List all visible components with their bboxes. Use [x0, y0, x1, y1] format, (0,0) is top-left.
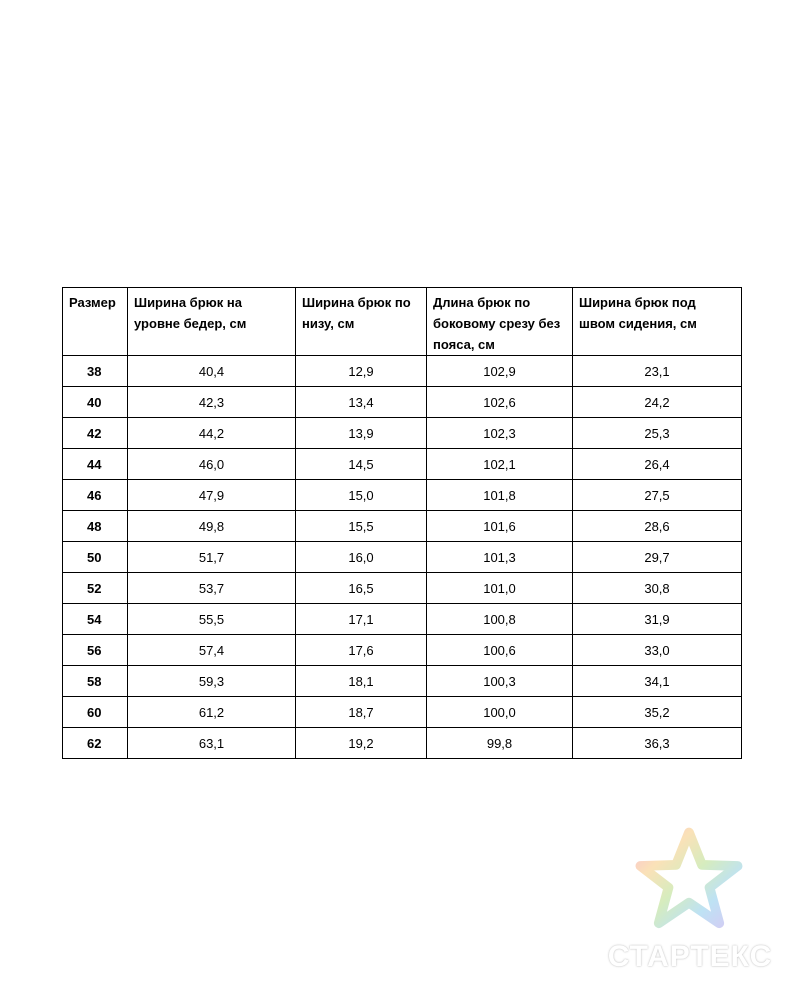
- hip-width-cell: 53,7: [128, 573, 296, 604]
- seat-width-cell: 31,9: [573, 604, 742, 635]
- size-cell: 60: [63, 697, 128, 728]
- size-cell: 54: [63, 604, 128, 635]
- hip-width-cell: 40,4: [128, 356, 296, 387]
- header-hip-width: Ширина брюк на уровне бедер, см: [128, 288, 296, 356]
- bottom-width-cell: 15,5: [296, 511, 427, 542]
- table-row: [63, 356, 742, 387]
- side-length-cell: 102,1: [427, 449, 573, 480]
- size-cell: 38: [63, 356, 128, 387]
- size-cell: 50: [63, 542, 128, 573]
- seat-width-cell: 26,4: [573, 449, 742, 480]
- hip-width-cell: 47,9: [128, 480, 296, 511]
- side-length-cell: 100,3: [427, 666, 573, 697]
- side-length-cell: 100,8: [427, 604, 573, 635]
- table-row: [63, 387, 742, 418]
- side-length-cell: 100,0: [427, 697, 573, 728]
- bottom-width-cell: 19,2: [296, 728, 427, 759]
- size-table: [62, 287, 742, 759]
- header-side-length: Длина брюк по боковому срезу без пояса, см: [427, 288, 573, 356]
- table-row: [63, 480, 742, 511]
- rainbow-star-icon: [635, 826, 743, 934]
- hip-width-cell: 61,2: [128, 697, 296, 728]
- side-length-cell: 102,3: [427, 418, 573, 449]
- hip-width-cell: 63,1: [128, 728, 296, 759]
- hip-width-cell: 55,5: [128, 604, 296, 635]
- bottom-width-cell: 13,9: [296, 418, 427, 449]
- table-row: [63, 728, 742, 759]
- bottom-width-cell: 17,1: [296, 604, 427, 635]
- bottom-width-cell: 12,9: [296, 356, 427, 387]
- size-cell: 52: [63, 573, 128, 604]
- table-row: [63, 697, 742, 728]
- hip-width-cell: 59,3: [128, 666, 296, 697]
- side-length-cell: 101,6: [427, 511, 573, 542]
- hip-width-cell: 42,3: [128, 387, 296, 418]
- hip-width-cell: 49,8: [128, 511, 296, 542]
- hip-width-cell: 46,0: [128, 449, 296, 480]
- table-row: [63, 666, 742, 697]
- size-cell: 56: [63, 635, 128, 666]
- bottom-width-cell: 15,0: [296, 480, 427, 511]
- seat-width-cell: 27,5: [573, 480, 742, 511]
- side-length-cell: 102,9: [427, 356, 573, 387]
- seat-width-cell: 34,1: [573, 666, 742, 697]
- side-length-cell: 99,8: [427, 728, 573, 759]
- side-length-cell: 101,8: [427, 480, 573, 511]
- size-cell: 42: [63, 418, 128, 449]
- watermark: [595, 826, 785, 981]
- bottom-width-cell: 18,7: [296, 697, 427, 728]
- seat-width-cell: 28,6: [573, 511, 742, 542]
- seat-width-cell: 33,0: [573, 635, 742, 666]
- header-size: Размер: [63, 288, 128, 356]
- watermark-text: СТАРТЕКС: [607, 940, 773, 973]
- hip-width-cell: 57,4: [128, 635, 296, 666]
- seat-width-cell: 35,2: [573, 697, 742, 728]
- header-seat-width: Ширина брюк под швом сидения, см: [573, 288, 742, 356]
- table-row: [63, 573, 742, 604]
- size-cell: 58: [63, 666, 128, 697]
- bottom-width-cell: 18,1: [296, 666, 427, 697]
- size-cell: 44: [63, 449, 128, 480]
- hip-width-cell: 44,2: [128, 418, 296, 449]
- table-row: [63, 542, 742, 573]
- table-row: [63, 418, 742, 449]
- header-bottom-width: Ширина брюк по низу, см: [296, 288, 427, 356]
- side-length-cell: 102,6: [427, 387, 573, 418]
- size-cell: 48: [63, 511, 128, 542]
- table-row: [63, 635, 742, 666]
- bottom-width-cell: 17,6: [296, 635, 427, 666]
- size-cell: 62: [63, 728, 128, 759]
- side-length-cell: 101,3: [427, 542, 573, 573]
- seat-width-cell: 30,8: [573, 573, 742, 604]
- side-length-cell: 100,6: [427, 635, 573, 666]
- hip-width-cell: 51,7: [128, 542, 296, 573]
- seat-width-cell: 25,3: [573, 418, 742, 449]
- seat-width-cell: 23,1: [573, 356, 742, 387]
- bottom-width-cell: 13,4: [296, 387, 427, 418]
- table-header-row: [63, 288, 742, 356]
- bottom-width-cell: 14,5: [296, 449, 427, 480]
- seat-width-cell: 36,3: [573, 728, 742, 759]
- table-row: [63, 604, 742, 635]
- table-row: [63, 511, 742, 542]
- bottom-width-cell: 16,0: [296, 542, 427, 573]
- seat-width-cell: 24,2: [573, 387, 742, 418]
- size-cell: 46: [63, 480, 128, 511]
- size-cell: 40: [63, 387, 128, 418]
- table-row: [63, 449, 742, 480]
- bottom-width-cell: 16,5: [296, 573, 427, 604]
- seat-width-cell: 29,7: [573, 542, 742, 573]
- side-length-cell: 101,0: [427, 573, 573, 604]
